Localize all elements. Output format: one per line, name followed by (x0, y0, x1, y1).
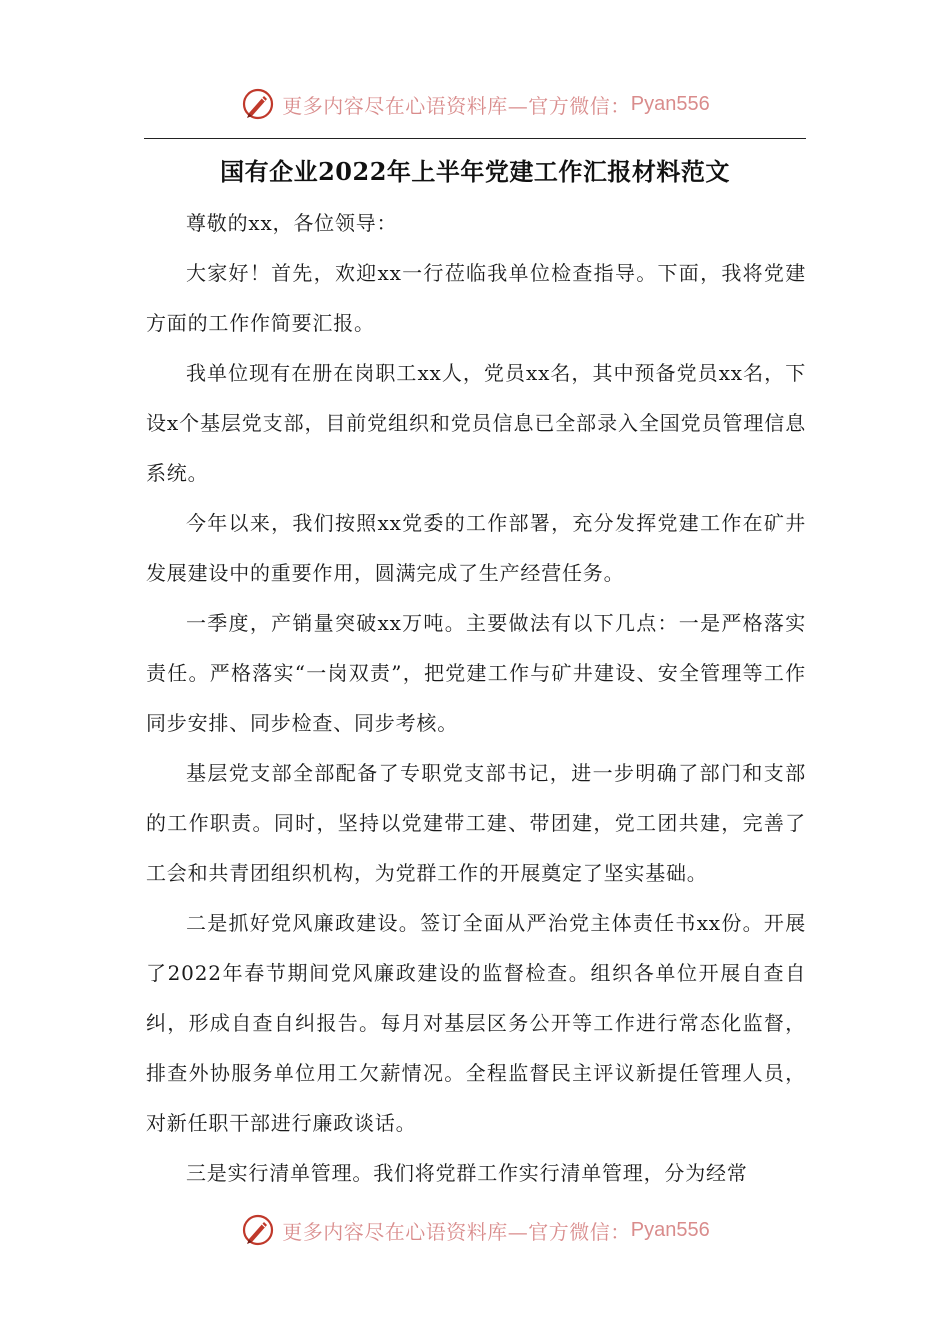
paragraph: 基层党支部全部配备了专职党支部书记，进一步明确了部门和支部的工作职责。同时，坚持以党建带工建、带团建，党工团共建，完善了工会和共青团组织机构，为党群工作的开展奠定了坚实基础。 (146, 761, 806, 885)
watermark-footer (0, 1208, 950, 1252)
paragraph: 一季度，产销量突破xx万吨。主要做法有以下几点：一是严格落实责任。严格落实“一岗双责”，把党建工作与矿井建设、安全管理等工作同步安排、同步检查、同步考核。 (146, 611, 806, 735)
pen-logo-icon (240, 1212, 276, 1248)
watermark-handle: Pyan556 (630, 92, 710, 115)
header-divider (144, 138, 806, 139)
pen-logo-icon (240, 86, 276, 122)
document-title: 国有企业2022年上半年党建工作汇报材料范文 (220, 157, 730, 186)
paragraph: 二是抓好党风廉政建设。签订全面从严治党主体责任书xx份。开展了2022年春节期间党风廉政建设的监督检查。组织各单位开展自查自纠，形成自查自纠报告。每月对基层区务公开等工作进行常态化监督，排查外协服务单位用工欠薪情况。全程监督民主评议新提任管理人员，对新任职干部进行廉政谈话。 (146, 911, 806, 1135)
watermark-text: 更多内容尽在心语资料库—官方微信： (282, 1219, 631, 1244)
watermark-text: 更多内容尽在心语资料库—官方微信： (282, 93, 631, 118)
watermark-header (0, 82, 950, 126)
document-body (146, 198, 806, 1198)
watermark-handle: Pyan556 (630, 1218, 710, 1241)
paragraph: 三是实行清单管理。我们将党群工作实行清单管理，分为经常 (186, 1161, 748, 1185)
paragraph: 大家好！首先，欢迎xx一行莅临我单位检查指导。下面，我将党建方面的工作作简要汇报。 (146, 261, 806, 335)
paragraph: 尊敬的xx，各位领导： (186, 211, 398, 235)
paragraph: 我单位现有在册在岗职工xx人，党员xx名，其中预备党员xx名，下设x个基层党支部，目前党组织和党员信息已全部录入全国党员管理信息系统。 (146, 361, 806, 485)
paragraph: 今年以来，我们按照xx党委的工作部署，充分发挥党建工作在矿井发展建设中的重要作用，圆满完成了生产经营任务。 (146, 511, 806, 585)
